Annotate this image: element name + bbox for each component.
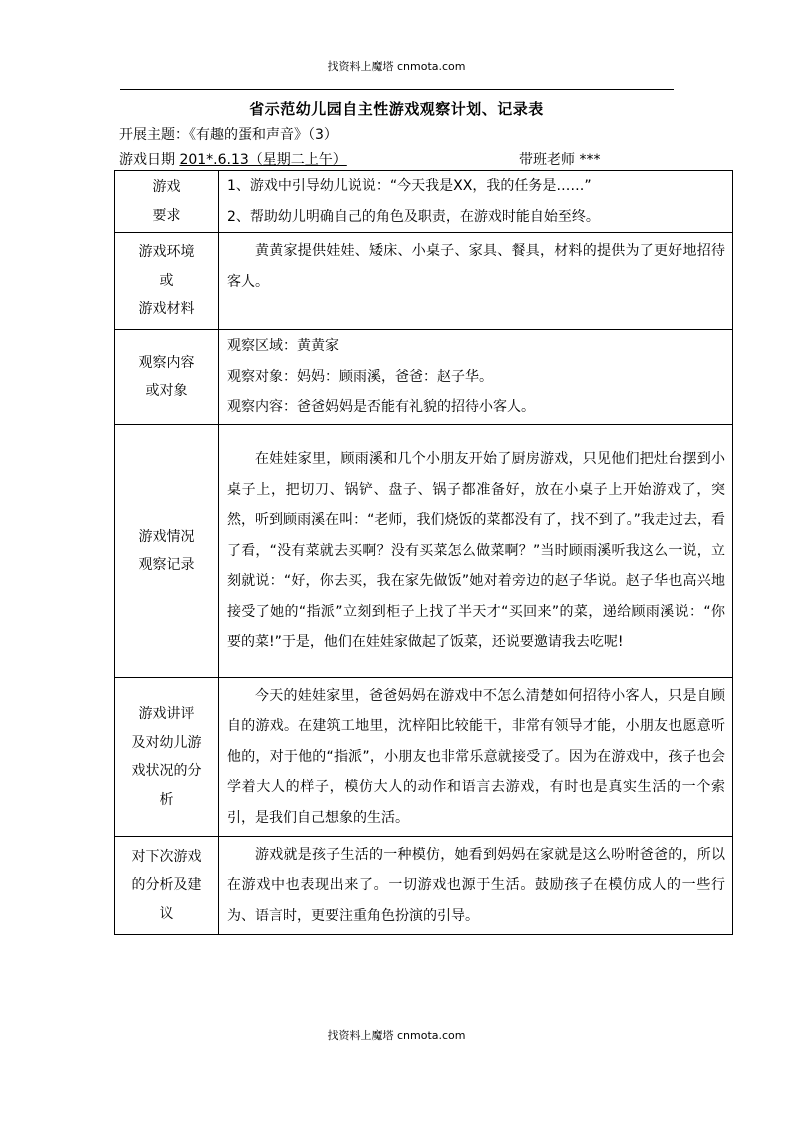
- teacher-field: [519, 149, 600, 169]
- row-record: [115, 425, 733, 678]
- game-date-label: 游戏日期: [119, 152, 175, 168]
- label-observation: [115, 330, 219, 425]
- label-record: [115, 425, 219, 678]
- content-line: 观察对象：妈妈：顾雨溪，爸爸：赵子华。: [227, 368, 493, 385]
- content-line: 1、游戏中引导幼儿说说：“今天我是XX，我的任务是……”: [227, 178, 592, 194]
- row-requirements: [115, 171, 733, 233]
- content-paragraph: 游戏就是孩子生活的一种模仿，她看到妈妈在家就是这么吩咐爸爸的，所以在游戏中也表现出来了。一切游戏也源于生活。鼓励孩子在模仿成人的一些行为、语言时，更要注重角色扮演的引导。: [227, 846, 725, 924]
- label-line: 议: [159, 905, 174, 922]
- document-title: 省示范幼儿园自主性游戏观察计划、记录表: [249, 100, 544, 118]
- content-record: [219, 425, 733, 678]
- label-line: 游戏情况: [138, 528, 195, 545]
- label-line: 或: [159, 272, 174, 289]
- label-line: 或对象: [145, 383, 188, 399]
- label-line: 观察内容: [138, 354, 195, 371]
- content-next: [219, 837, 733, 935]
- label-line: 对下次游戏: [131, 848, 202, 865]
- label-line: 要求: [152, 207, 181, 224]
- row-observation: [115, 330, 733, 425]
- content-observation: [219, 330, 733, 425]
- label-line: 游戏讲评: [138, 706, 195, 722]
- content-paragraph: 黄黄家提供娃娃、矮床、小桌子、家具、餐具，材料的提供为了更好地招待客人。: [227, 243, 725, 290]
- content-paragraph: 今天的娃娃家里，爸爸妈妈在游戏中不怎么清楚如何招待小客人，只是自顾自的游戏。在建筑工地里，沈梓阳比较能干，非常有领导才能，小朋友也愿意听他的，对于他的“指派”，小朋友也非常乐意就接受了。因为在游戏中，孩子也会学着大人的样子，模仿大人的动作和语言去游戏，有时也是真实生活的一个索引，是我们自己想象的生活。: [227, 687, 725, 826]
- content-line: 2、帮助幼儿明确自己的角色及职责，在游戏时能自始至终。: [227, 208, 600, 225]
- content-environment: [219, 233, 733, 330]
- label-line: 析: [159, 791, 174, 808]
- teacher-label: 带班老师: [519, 152, 575, 168]
- label-next: [115, 837, 219, 935]
- label-environment: [115, 233, 219, 330]
- row-analysis: [115, 678, 733, 837]
- theme-value: 《有趣的蛋和声音》（3）: [189, 127, 338, 143]
- label-line: 游戏材料: [138, 301, 195, 318]
- label-analysis: [115, 678, 219, 837]
- label-requirements: [115, 171, 219, 233]
- theme-label: 开展主题：: [119, 127, 189, 143]
- teacher-value: ***: [579, 152, 601, 168]
- game-date-value: 201*.6.13（星期二上午）: [179, 152, 347, 168]
- content-line: 观察区域：黄黄家: [227, 338, 339, 355]
- label-line: 及对幼儿游: [131, 734, 202, 751]
- label-line: 游戏环境: [138, 244, 195, 261]
- row-next: [115, 837, 733, 935]
- content-analysis: [219, 678, 733, 837]
- label-line: 的分析及建: [131, 877, 202, 894]
- date-line: [119, 149, 739, 169]
- header-divider: [120, 89, 674, 90]
- content-paragraph: 在娃娃家里，顾雨溪和几个小朋友开始了厨房游戏，只见他们把灶台摆到小桌子上，把切刀、锅铲、盘子、锅子都准备好，放在小桌子上开始游戏了，突然，听到顾雨溪在叫：“老师，我们烧饭的菜都没有了，找不到了。”我走过去，看了看，“没有菜就去买啊？没有买菜怎么做菜啊？”当时顾雨溪听我这么一说，立刻就说：“好，你去买，我在家先做饭”她对着旁边的赵子华说。赵子华也高兴地接受了她的“指派”立刻到柜子上找了半天才“买回来”的菜，递给顾雨溪说：“你要的菜!”于是，他们在娃娃家做起了饭菜，还说要邀请我去吃呢!: [227, 451, 725, 651]
- label-line: 游戏: [152, 179, 181, 195]
- observation-table: [114, 170, 733, 935]
- content-requirements: [219, 171, 733, 233]
- label-line: 观察记录: [138, 557, 195, 573]
- page-header-site: 找资料上魔塔 cnmota.com: [327, 60, 466, 73]
- content-line: 观察内容：爸爸妈妈是否能有礼貌的招待小客人。: [227, 399, 535, 416]
- row-environment: [115, 233, 733, 330]
- label-line: 戏状况的分: [131, 763, 202, 779]
- theme-line: [119, 124, 338, 144]
- page-footer-site: 找资料上魔塔 cnmota.com: [327, 1029, 466, 1042]
